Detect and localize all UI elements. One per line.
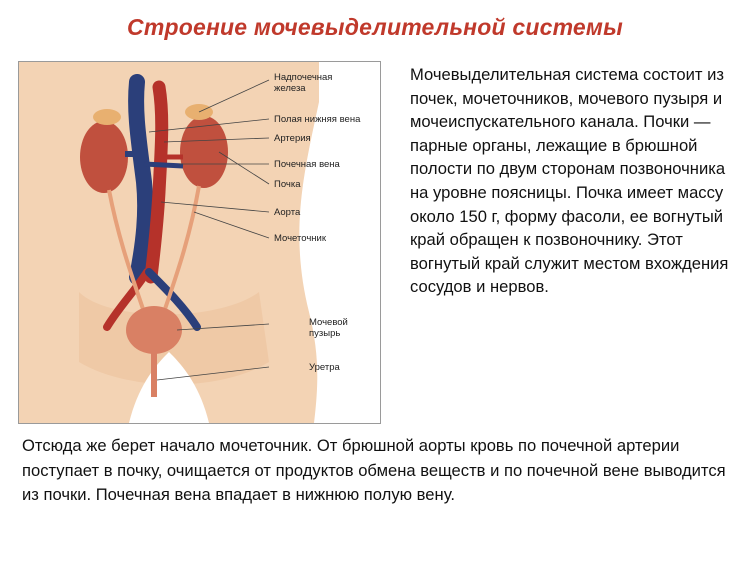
label-vena-cava: Полая нижняя вена bbox=[274, 114, 361, 125]
vena-cava bbox=[136, 82, 145, 277]
description-bottom: Отсюда же берет начало мочеточник. От брюшной аорты кровь по почечной артерии поступает в почку, очищается от продуктов обмена веществ и по почечной вене выводится из почки. Почечная вена впадает в нижнюю полую вену. bbox=[22, 436, 726, 504]
adrenal-left bbox=[93, 109, 121, 125]
label-artery: Артерия bbox=[274, 133, 311, 144]
anatomy-figure bbox=[18, 61, 381, 424]
bladder bbox=[126, 306, 182, 354]
kidney-left bbox=[80, 121, 128, 193]
label-aorta: Аорта bbox=[274, 207, 301, 218]
label-adrenal: Надпочечная железа bbox=[274, 72, 333, 94]
description-side: Мочевыделительная система состоит из почек, мочеточников, мочевого пузыря и мочеиспускательного канала. Почки — парные органы, лежащие в брюшной полости по двум сторонам позвоночника на уровне поясницы. Почка имеет массу около 150 г, форму фасоли, ее вогнутый край обращен к позвоночнику. Этот вогнутый край служит местом вхождения сосудов и нервов. bbox=[410, 65, 729, 297]
label-kidney: Почка bbox=[274, 179, 301, 190]
label-urethra: Уретра bbox=[309, 362, 340, 373]
label-bladder: Мочевой пузырь bbox=[309, 317, 348, 339]
kidney-right bbox=[180, 116, 228, 188]
label-renal-vein: Почечная вена bbox=[274, 159, 340, 170]
label-ureter: Мочеточник bbox=[274, 233, 326, 244]
slide-title: Строение мочевыделительной системы bbox=[127, 14, 623, 40]
